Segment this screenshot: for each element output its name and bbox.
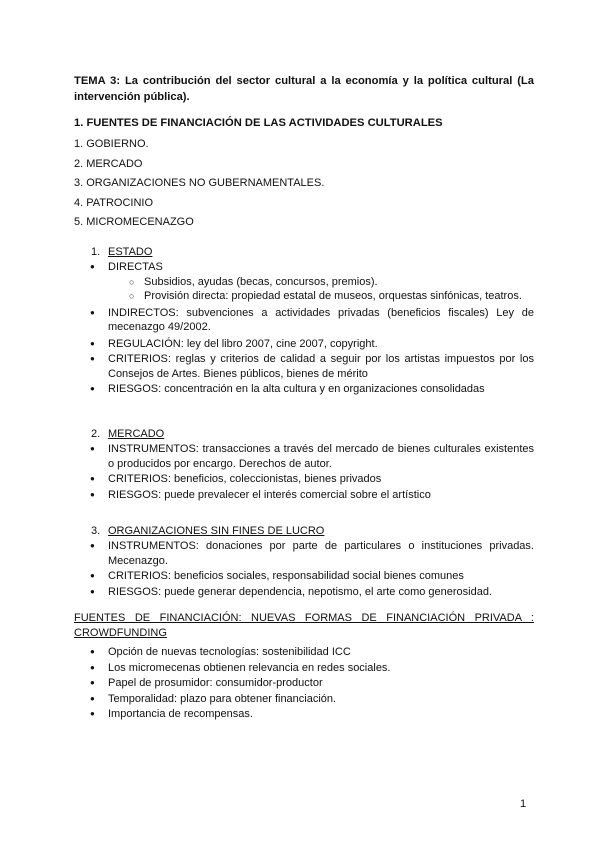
sub-bullet-item: ○ Provisión directa: propiedad estatal de museos, orquestas sinfónicas, teatros. (74, 289, 534, 304)
bullet-item: ● CRITERIOS: reglas y criterios de calidad a seguir por los artistas impuestos por los Consejos de Artes. Bienes públicos, bienes de mérito (74, 352, 534, 381)
estado-section (74, 245, 534, 397)
sub-bullet-item: ○ Subsidios, ayudas (becas, concursos, premios). (74, 275, 534, 290)
bullet-item: ● Importancia de recompensas. (74, 707, 534, 723)
subsection-heading (74, 245, 534, 260)
bullet-item: ● RIESGOS: concentración en la alta cultura y en organizaciones consolidadas (74, 382, 534, 397)
bullet-item: ● DIRECTAS (74, 260, 534, 275)
list-item: 2. MERCADO (74, 157, 143, 170)
bullet-item: ● INDIRECTOS: subvenciones a actividades privadas (beneficios fiscales) Ley de mecenazgo 49/2002. (74, 306, 534, 335)
mercado-section (74, 427, 534, 502)
document-title: TEMA 3: La contribución del sector cultural a la economía y la política cultural (La intervención pública). (74, 75, 534, 103)
bullet-item: ● RIESGOS: puede generar dependencia, nepotismo, el arte como generosidad. (74, 585, 534, 600)
bullet-item: ● REGULACIÓN: ley del libro 2007, cine 2007, copyright. (74, 337, 534, 352)
subsection-number: 2. (91, 428, 101, 440)
subsection-number: 3. (91, 525, 101, 537)
crowdfunding-heading: FUENTES DE FINANCIACIÓN: NUEVAS FORMAS DE FINANCIACIÓN PRIVADA : CROWDFUNDING (74, 612, 534, 639)
subsection-heading (74, 427, 534, 442)
bullet-item: ● CRITERIOS: beneficios, coleccionistas, bienes privados (74, 472, 534, 487)
bullet-item: ● CRITERIOS: beneficios sociales, responsabilidad social bienes comunes (74, 569, 534, 584)
bullet-item: ● INSTRUMENTOS: donaciones por parte de particulares o instituciones privadas. Mecenazgo. (74, 539, 534, 568)
page-number: 1 (520, 798, 527, 810)
list-item: 1. GOBIERNO. (74, 138, 149, 150)
bullet-item: ● INSTRUMENTOS: transacciones a través del mercado de bienes culturales existentes o producidos por encargo. Derechos de autor. (74, 442, 534, 471)
list-item: 5. MICROMECENAZGO (74, 216, 194, 228)
bullet-item: ● Opción de nuevas tecnologías: sostenibilidad ICC (74, 645, 534, 661)
subsection-title: ESTADO (108, 246, 153, 258)
osfl-section (74, 524, 534, 599)
subsection-heading (74, 524, 534, 539)
section-heading: 1. FUENTES DE FINANCIACIÓN DE LAS ACTIVIDADES CULTURALES (74, 117, 443, 129)
list-item: 4. PATROCINIO (74, 196, 154, 209)
bullet-item: ● RIESGOS: puede prevalecer el interés comercial sobre el artístico (74, 488, 534, 503)
bullet-item: ● Temporalidad: plazo para obtener financiación. (74, 692, 534, 708)
crowdfunding-list (74, 645, 534, 723)
funding-sources-list (74, 137, 324, 235)
subsection-title: ORGANIZACIONES SIN FINES DE LUCRO (108, 525, 325, 537)
list-item: 3. ORGANIZACIONES NO GUBERNAMENTALES. (74, 177, 325, 189)
subsection-title: MERCADO (108, 428, 165, 440)
subsection-number: 1. (91, 246, 101, 258)
bullet-item: ● Papel de prosumidor: consumidor-productor (74, 676, 534, 692)
bullet-item: ● Los micromecenas obtienen relevancia en redes sociales. (74, 661, 534, 677)
